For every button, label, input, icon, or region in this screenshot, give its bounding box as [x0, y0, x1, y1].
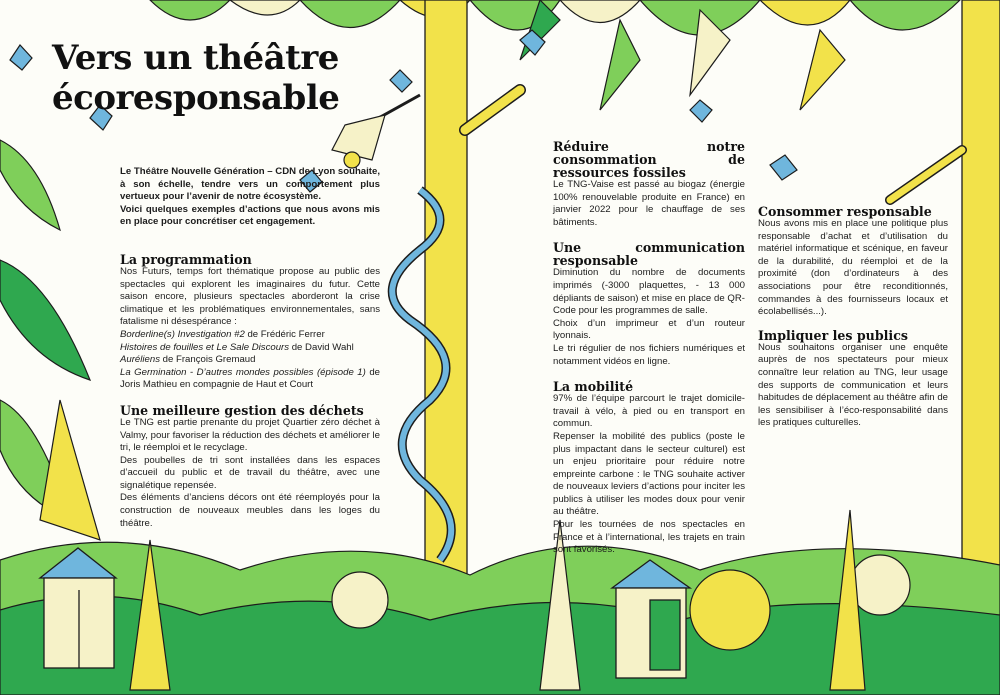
section-heading-publics: Impliquer les publics	[758, 327, 908, 343]
section-heading-consommer: Consommer responsable	[758, 204, 932, 219]
show-line: Borderline(s) Investigation #2 de Frédéric Ferrer	[120, 328, 325, 340]
communication-text: Diminution du nombre de documents imprimés (-3000 plaquettes, - 13 000 dépliants de saison) et mise en place de QR-Code pour les programmes de salle.	[553, 267, 745, 317]
dechets-text: Des poubelles de tri sont installées dans les espaces d’accueil du public et de travail du théâtre, avec une signalétique repensée.	[120, 454, 380, 491]
ground-foliage	[0, 510, 1000, 695]
dechets-text: Des éléments d’anciens décors ont été réemployés pour la construction de nouveaux meubles dans les loges du théâtre.	[120, 492, 380, 529]
column-right	[758, 205, 948, 430]
intro-text: Le Théâtre Nouvelle Génération – CDN de Lyon souhaite, à son échelle, tendre vers un comportement plus vertueux pour l’avenir de notre écosystème.	[120, 166, 380, 203]
left-foliage	[0, 45, 112, 540]
column-middle	[553, 140, 745, 557]
intro-text-2: Voici quelques exemples d’actions que nous avons mis en place pour concrétiser cet engagement.	[120, 203, 380, 228]
publics-text: Nous souhaitons organiser une enquête auprès de nos spectateurs pour mieux connaître leur relation au TNG, leur usage des supports de communication et leurs habitudes de déplacement au théâtre afin de les sensibiliser à l’éco-responsabilité dans les pratiques culturelles.	[758, 341, 948, 429]
column-left	[120, 166, 380, 530]
show-line: Auréliens de François Gremaud	[120, 354, 256, 366]
mobilite-text: Pour les tournées de nos spectacles en France et à l’international, les trajets en train sont favorisés.	[553, 519, 745, 556]
mobilite-text: Repenser la mobilité des publics (poste le plus impactant dans le secteur culturel) est un enjeu prioritaire pour réduire notre empreinte carbone : le TNG souhaite activer de nouveaux leviers d’actions pour inciter les publics à utiliser les modes doux pour venir au théâtre.	[553, 430, 745, 518]
communication-text: Le tri régulier de nos fichiers numériques et notamment vidéos en ligne.	[553, 342, 745, 367]
communication-text: Choix d’un imprimeur et d’un routeur lyonnais.	[553, 317, 745, 342]
section-heading-communication: Une communication responsable	[553, 240, 745, 269]
dechets-text: Le TNG est partie prenante du projet Quartier zéro déchet à Valmy, pour favoriser la réduction des déchets et améliorer le tri, le réemploi et le recyclage.	[120, 416, 380, 454]
fossiles-text: Le TNG-Vaise est passé au biogaz (énergie 100% renouvelable produite en France) en janvier 2022 pour le chauffage de ses bâtiments.	[553, 179, 745, 228]
programmation-text: Nos Futurs, temps fort thématique propose au public des spectacles qui explorent les imaginaires du futur. Cette saison encore, plusieurs spectacles aborderont la crise climatique et les problématiques environnementales, sans fatalisme ni désespérance :	[120, 265, 380, 328]
consommer-text: Nous avons mis en place une politique plus responsable d’achat et d’utilisation du matériel informatique et scénique, en faveur de la durabilité, du réemploi et de la proximité (don d’ordinateurs à des associations pour être reconditionnés, commandes à des fournisseurs locaux et écolabellisés...).	[758, 218, 948, 318]
show-line: La Germination - D’autres mondes possibles (épisode 1) de Joris Mathieu en compagnie de Haut et Court	[120, 366, 380, 391]
section-heading-dechets: Une meilleure gestion des déchets	[120, 402, 364, 418]
section-heading-programmation: La programmation	[120, 251, 252, 267]
show-line: Histoires de fouilles et Le Sale Discours de David Wahl	[120, 341, 354, 353]
section-heading-mobilite: La mobilité	[553, 379, 634, 395]
page-title: Vers un théâtre écoresponsable	[52, 38, 340, 118]
section-heading-fossiles: Réduire notre consommation de ressources fossiles	[553, 139, 745, 180]
mobilite-text: 97% de l’équipe parcourt le trajet domicile-travail à vélo, à pied ou en transport en commun.	[553, 393, 745, 430]
